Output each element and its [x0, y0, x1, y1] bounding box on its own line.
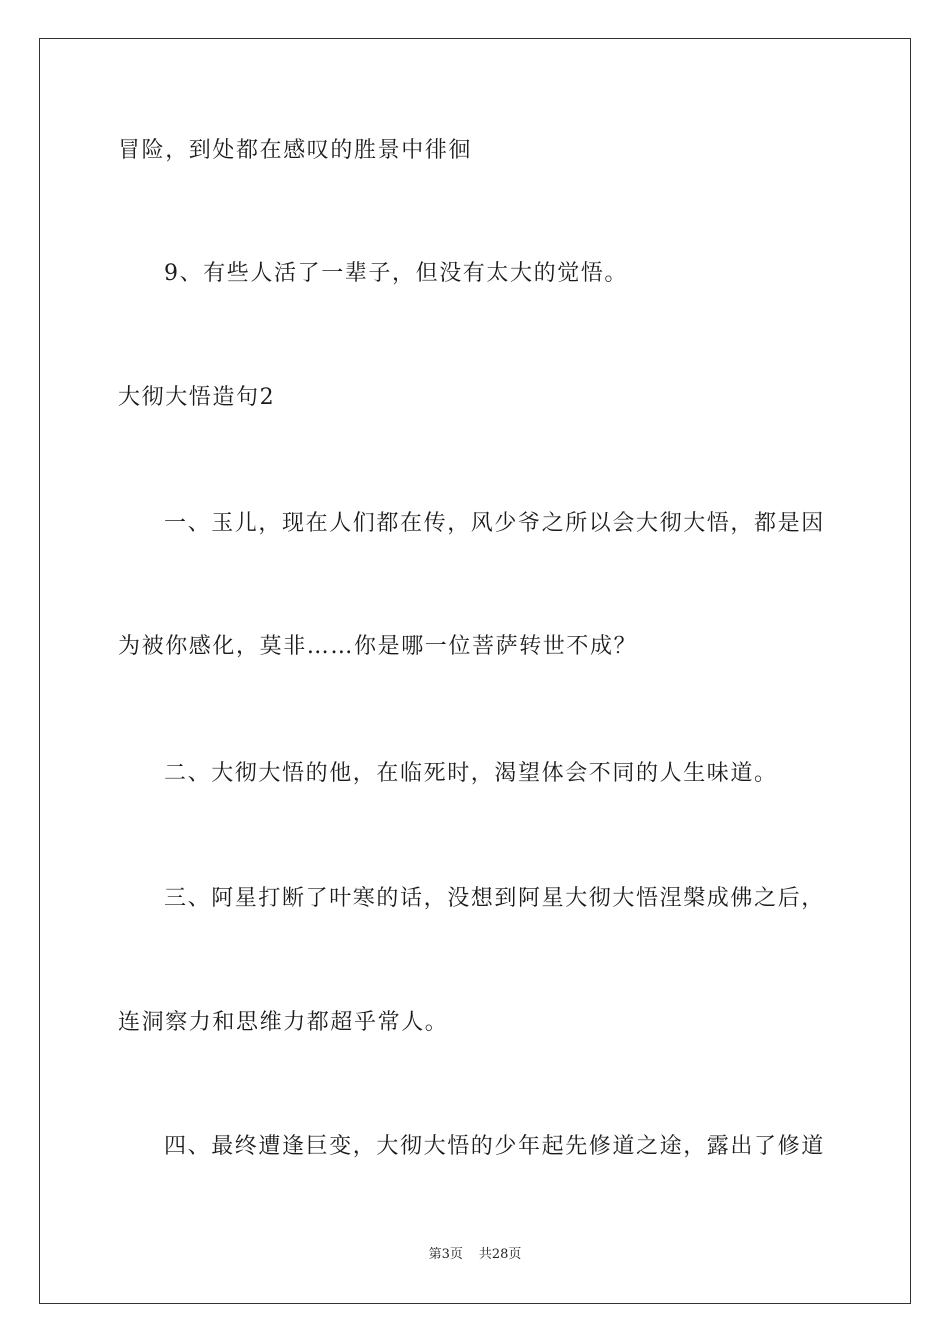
section-heading: 大彻大悟造句2 [118, 385, 276, 410]
text-line-2: 9、有些人活了一辈子，但没有太大的觉悟。 [164, 261, 628, 286]
page-number: 第3页 [428, 1247, 463, 1262]
text-line-7: 三、阿星打断了叶寒的话，没想到阿星大彻大悟涅槃成佛之后， [164, 886, 825, 911]
page-frame [39, 38, 911, 1304]
page-footer [0, 1246, 950, 1264]
text-line-1: 冒险，到处都在感叹的胜景中徘徊 [118, 138, 473, 163]
text-line-6: 二、大彻大悟的他，在临死时，渴望体会不同的人生味道。 [164, 761, 778, 786]
text-line-4: 一、玉儿，现在人们都在传，风少爷之所以会大彻大悟，都是因 [164, 511, 825, 536]
text-line-5: 为被你感化，莫非……你是哪一位菩萨转世不成？ [118, 634, 638, 659]
text-line-8: 连洞察力和思维力都超乎常人。 [118, 1010, 449, 1035]
page-total: 共28页 [478, 1247, 522, 1262]
text-line-9: 四、最终遭逢巨变，大彻大悟的少年起先修道之途，露出了修道 [164, 1134, 825, 1159]
